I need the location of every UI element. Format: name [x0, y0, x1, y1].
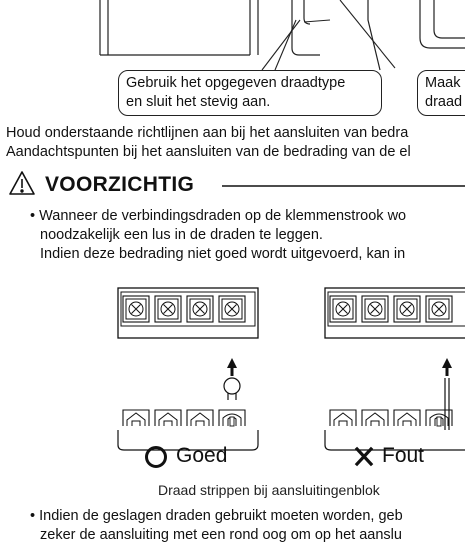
intro-line-2: Aandachtspunten bij het aansluiten van de bedrading van de el [6, 144, 411, 160]
caution-bullet1-line-2: noodzakelijk een lus in de draden te leggen. [40, 227, 323, 243]
caution-bullet1-line-1: • Wanneer de verbindingsdraden op de klemmenstrook wo [30, 208, 407, 224]
intro-line-1: Houd onderstaande richtlijnen aan bij het aansluiten van bedra [6, 125, 409, 141]
callout-right-line-1: Maak [425, 75, 461, 91]
caution-bullet2-line-1: • Indien de geslagen draden gebruikt moeten worden, geb [30, 508, 403, 524]
terminal-strip-good [118, 288, 258, 338]
callout-line-1: Gebruik het opgegeven draadtype [126, 75, 346, 91]
arrow-bad [442, 358, 452, 376]
figure-caption: Draad strippen bij aansluitingenblok [158, 482, 380, 498]
bad-label: Fout [382, 444, 425, 467]
callout-right-line-2: draad [425, 94, 463, 110]
good-label: Goed [176, 444, 228, 467]
terminal-strip-bad [325, 288, 465, 338]
caution-bullet1-line-3: Indien deze bedrading niet goed wordt uitgevoerd, kan in [40, 246, 406, 262]
cross-icon [357, 449, 371, 464]
clamp-strip-good [118, 400, 258, 450]
caution-bullet2-line-2: zeker de aansluiting met een rond oog om op het aanslu [40, 527, 402, 543]
callout-line-2: en sluit het stevig aan. [126, 94, 271, 110]
cut-off-line [40, 546, 440, 550]
arrow-good [227, 358, 237, 376]
caution-title: VOORZICHTIG [45, 173, 195, 196]
